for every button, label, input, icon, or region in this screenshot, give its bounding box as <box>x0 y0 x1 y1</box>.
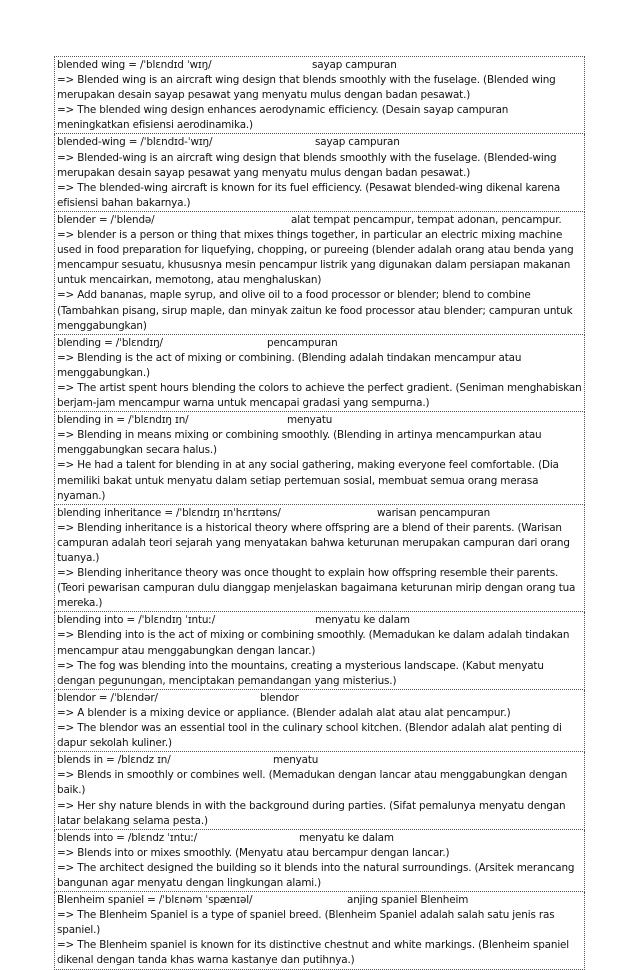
entry-header <box>57 613 582 628</box>
entry-header <box>57 893 582 908</box>
term-translation: blendor <box>260 691 299 704</box>
term-example: => The Blenheim spaniel is known for its distinctive chestnut and white markings. (Blenheim spaniel dikenal dengan tanda khas warna kastanye dan putihnya.) <box>57 939 570 967</box>
glossary-page <box>54 56 585 970</box>
entry-header <box>57 831 582 846</box>
term-definition: => Blends into or mixes smoothly. (Menyatu atau bercampur dengan lancar.) <box>57 846 450 859</box>
term-definition: => Blended wing is an aircraft wing design that blends smoothly with the fuselage. (Blended wing merupakan desain sayap pesawat yang menyatu mulus dengan badan pesawat.) <box>57 74 556 102</box>
term-pronunciation: blendor = /ˈblɛndər/ <box>57 691 158 704</box>
term-example: => The blended wing design enhances aerodynamic efficiency. (Desain sayap campuran meningkatkan efisiensi aerodinamika.) <box>57 104 509 132</box>
term-definition: => Blended-wing is an aircraft wing design that blends smoothly with the fuselage. (Blended-wing merupakan desain sayap pesawat yang menyatu mulus dengan badan pesawat.) <box>57 151 557 179</box>
term-example: => The blended-wing aircraft is known for its fuel efficiency. (Pesawat blended-wing dikenal karena efisiensi bahan bakarnya.) <box>57 181 561 209</box>
glossary-entry <box>54 830 585 892</box>
term-example: => Her shy nature blends in with the background during parties. (Sifat pemalunya menyatu dengan latar belakang selama pesta.) <box>57 799 566 827</box>
term-translation: sayap campuran <box>315 136 400 149</box>
term-example: => The artist spent hours blending the colors to achieve the perfect gradient. (Seniman menghabiskan berjam-jam mencampur warna untuk mencapai gradasi yang sempurna.) <box>57 381 582 410</box>
term-translation: pencampuran <box>267 336 338 349</box>
term-pronunciation: Blenheim spaniel = /ˈblɛnəm ˈspænɪəl/ <box>57 894 253 907</box>
glossary-entry <box>54 752 585 829</box>
term-translation: sayap campuran <box>312 59 397 71</box>
entry-header <box>57 506 582 521</box>
term-translation: anjing spaniel Blenheim <box>347 894 469 907</box>
term-example: => The fog was blending into the mountains, creating a mysterious landscape. (Kabut menyatu dengan pegunungan, menciptakan pemandangan yang misterius.) <box>57 659 544 687</box>
term-pronunciation: blending into = /ˈblɛndɪŋ ˈɪntuː/ <box>57 614 216 627</box>
entry-header <box>57 336 582 351</box>
term-example: => Blending inheritance theory was once thought to explain how offspring resemble their parents. (Teori pewarisan campuran dulu dianggap menjelaskan bagaimana keturunan mirip dengan orang tua mereka.) <box>57 567 576 610</box>
glossary-entry <box>54 134 585 211</box>
term-example: => Add bananas, maple syrup, and olive oil to a food processor or blender; blend to combine (Tambahkan pisang, sirup maple, dan minyak zaitun ke food processor atau blender; campuran untuk menggabungkan) <box>57 289 573 332</box>
term-definition: => Blending in means mixing or combining smoothly. (Blending in artinya mencampurkan atau menggabungkan secara halus.) <box>57 429 542 457</box>
term-example: => The blendor was an essential tool in the culinary school kitchen. (Blendor adalah alat penting di dapur sekolah kuliner.) <box>57 722 562 750</box>
term-translation: menyatu ke dalam <box>299 831 394 844</box>
term-definition: => A blender is a mixing device or appliance. (Blender adalah alat atau alat pencampur.) <box>57 706 511 719</box>
entry-header <box>57 58 582 73</box>
entry-header <box>57 213 582 228</box>
entry-header <box>57 413 582 428</box>
term-pronunciation: blended wing = /ˈblɛndɪd ˈwɪŋ/ <box>57 59 212 71</box>
entry-header <box>57 691 582 706</box>
entry-header <box>57 135 582 150</box>
glossary-entry <box>54 212 585 335</box>
glossary-entry <box>54 892 585 969</box>
term-definition: => blender is a person or thing that mixes things together, in particular an electric mixing machine used in food preparation for liquefying, chopping, or pureeing (blender adalah orang atau benda yang mencampur sesuatu, khususnya mesin pencampur listrik yang digunakan dalam persiapan makanan untuk mencairkan, memotong, atau menghaluskan) <box>57 229 574 287</box>
term-translation: warisan pencampuran <box>377 506 491 519</box>
term-definition: => Blending inheritance is a historical theory where offspring are a blend of their parents. (Warisan campuran adalah teori sejarah yang menyatakan bahwa keturunan merupakan campuran dari orang tuanya.) <box>57 521 570 564</box>
term-pronunciation: blended-wing = /ˈblɛndɪd-ˈwɪŋ/ <box>57 136 213 149</box>
term-translation: menyatu ke dalam <box>315 614 410 627</box>
term-translation: menyatu <box>273 754 319 767</box>
glossary-entry <box>54 335 585 412</box>
term-example: => The architect designed the building so it blends into the natural surroundings. (Arsitek merancang bangunan agar menyatu dengan lingkungan alami.) <box>57 861 575 889</box>
term-pronunciation: blender = /ˈblendə/ <box>57 213 155 226</box>
term-pronunciation: blending in = /ˈblɛndɪŋ ɪn/ <box>57 414 189 427</box>
term-definition: => Blends in smoothly or combines well. (Memadukan dengan lancar atau menggabungkan dengan baik.) <box>57 769 568 797</box>
glossary-entry <box>54 612 585 689</box>
entry-header <box>57 753 582 768</box>
term-definition: => The Blenheim Spaniel is a type of spaniel breed. (Blenheim Spaniel adalah salah satu jenis ras spaniel.) <box>57 909 555 937</box>
term-translation: menyatu <box>287 414 333 427</box>
term-definition: => Blending is the act of mixing or combining. (Blending adalah tindakan mencampur atau menggabungkan.) <box>57 351 522 379</box>
glossary-entry <box>54 690 585 752</box>
term-translation: alat tempat pencampur, tempat adonan, pencampur. <box>291 213 562 226</box>
term-definition: => Blending into is the act of mixing or combining smoothly. (Memadukan ke dalam adalah tindakan mencampur atau menggabungkan dengan lancar.) <box>57 629 570 657</box>
term-pronunciation: blending inheritance = /ˈblɛndɪŋ ɪnˈhɛrɪtəns/ <box>57 506 281 519</box>
term-pronunciation: blends in = /blɛndz ɪn/ <box>57 754 171 767</box>
glossary-entry <box>54 56 585 134</box>
term-example: => He had a talent for blending in at any social gathering, making everyone feel comfortable. (Dia memiliki bakat untuk menyatu dalam setiap pertemuan sosial, membuat semua orang merasa nyaman.) <box>57 459 559 502</box>
term-pronunciation: blending = /ˈblɛndɪŋ/ <box>57 336 163 349</box>
glossary-entry <box>54 412 585 505</box>
glossary-entry <box>54 505 585 613</box>
term-pronunciation: blends into = /blɛndz ˈɪntuː/ <box>57 831 198 844</box>
